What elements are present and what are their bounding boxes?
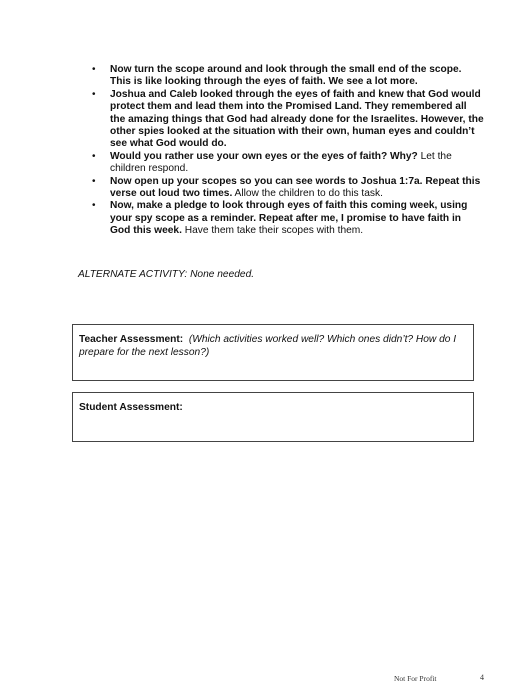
student-assessment-label: Student Assessment: <box>79 402 183 413</box>
teacher-assessment-label: Teacher Assessment: <box>79 334 184 345</box>
bullet-icon: • <box>92 200 96 212</box>
bullet-item: • Now, make a pledge to look through eyes of faith this coming week, using your spy scope as a reminder. Repeat after me, I promise to have faith in God this week. Have them take their scopes with them. <box>92 200 468 237</box>
bullet-item: • Joshua and Caleb looked through the eyes of faith and knew that God would protect them and lead them into the Promised Land. They remembered all the amazing things that God had already done for the Israelites. However, the other spies looked at the situation with their own, human eyes and couldn’t see what God would do. <box>92 88 484 150</box>
bullet-icon: • <box>92 64 96 75</box>
bullet-item: • Now turn the scope around and look through the small end of the scope. This is like looking through the eyes of faith. We see a lot more. <box>92 64 462 88</box>
bullet-item: • Now open up your scopes so you can see words to Joshua 1:7a. Repeat this verse out loud two times. Allow the children to do this task. <box>92 175 481 200</box>
page-number: 4 <box>480 673 484 682</box>
teacher-assessment-box <box>72 324 474 381</box>
footer-text: Not For Profit <box>394 674 437 683</box>
bullet-icon: • <box>92 150 96 162</box>
student-assessment-box <box>72 392 474 442</box>
bullet-icon: • <box>92 175 96 187</box>
bullet-icon: • <box>92 88 96 100</box>
bullet-item: • Would you rather use your own eyes or the eyes of faith? Why? Let the children respond. <box>92 150 452 175</box>
alternate-activity: ALTERNATE ACTIVITY: None needed. <box>78 269 255 280</box>
lesson-bullet-list <box>84 64 484 238</box>
teacher-assessment-prompt: (Which activities worked well? Which ones didn’t? How do I prepare for the next lesson?) <box>79 334 457 358</box>
